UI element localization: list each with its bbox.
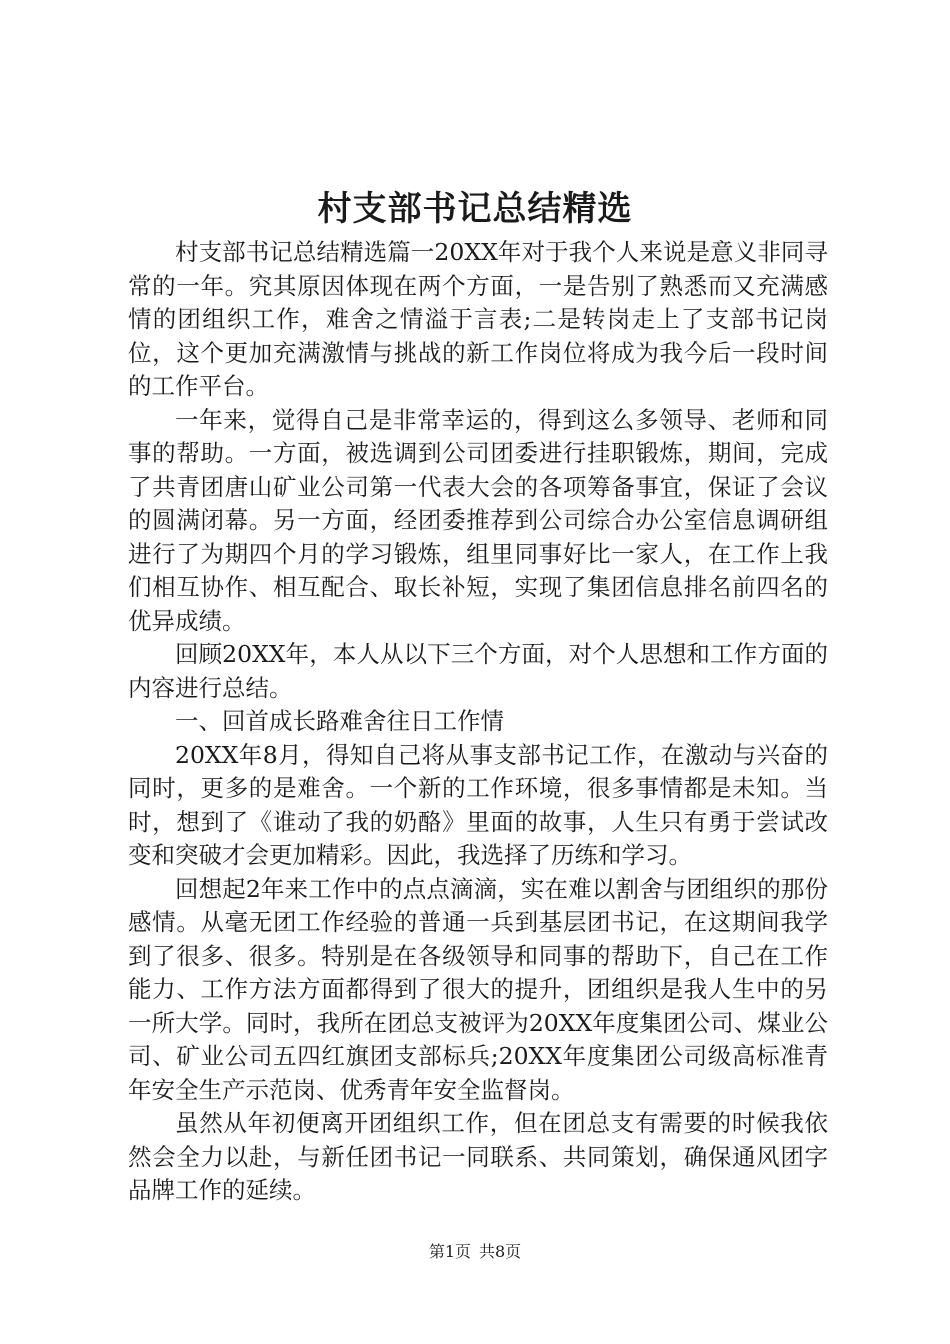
page-footer [0,1240,950,1264]
paragraph: 回顾20XX年，本人从以下三个方面，对个人思想和工作方面的内容进行总结。 [128,640,828,702]
paragraph: 20XX年8月，得知自己将从事支部书记工作，在激动与兴奋的同时，更多的是难舍。一个新的工作环境，很多事情都是未知。当时，想到了《谁动了我的奶酪》里面的故事，人生只有勇于尝试改变和突破才会更加精彩。因此，我选择了历练和学习。 [128,740,828,869]
document-title: 村支部书记总结精选 [317,189,633,229]
page-number: 第1页 [428,1242,471,1261]
paragraph: 一年来，觉得自己是非常幸运的，得到这么多领导、老师和同事的帮助。一方面，被选调到公司团委进行挂职锻炼，期间，完成了共青团唐山矿业公司第一代表大会的各项筹备事宜，保证了会议的圆满闭幕。另一方面，经团委推荐到公司综合办公室信息调研组进行了为期四个月的学习锻炼，组里同事好比一家人，在工作上我们相互协作、相互配合、取长补短，实现了集团信息排名前四名的优异成绩。 [128,405,828,635]
paragraph: 村支部书记总结精选篇一20XX年对于我个人来说是意义非同寻常的一年。究其原因体现在两个方面，一是告别了熟悉而又充满感情的团组织工作，难舍之情溢于言表;二是转岗走上了支部书记岗位，这个更加充满激情与挑战的新工作岗位将成为我今后一段时间的工作平台。 [128,238,828,400]
paragraph: 虽然从年初便离开团组织工作，但在团总支有需要的时候我依然会全力以赴，与新任团书记一同联系、共同策划，确保通风团字品牌工作的延续。 [128,1109,828,1204]
paragraph: 回想起2年来工作中的点点滴滴，实在难以割舍与团组织的那份感情。从毫无团工作经验的普通一兵到基层团书记，在这期间我学到了很多、很多。特别是在各级领导和同事的帮助下，自己在工作能力、工作方法方面都得到了很大的提升，团组织是我人生中的另一所大学。同时，我所在团总支被评为20XX年度集团公司、煤业公司、矿业公司五四红旗团支部标兵;20XX年度集团公司级高标准青年安全生产示范岗、优秀青年安全监督岗。 [128,874,828,1104]
document-body [128,236,828,1208]
section-heading: 一、回首成长路难舍往日工作情 [175,707,504,735]
page-total: 共8页 [479,1242,522,1261]
